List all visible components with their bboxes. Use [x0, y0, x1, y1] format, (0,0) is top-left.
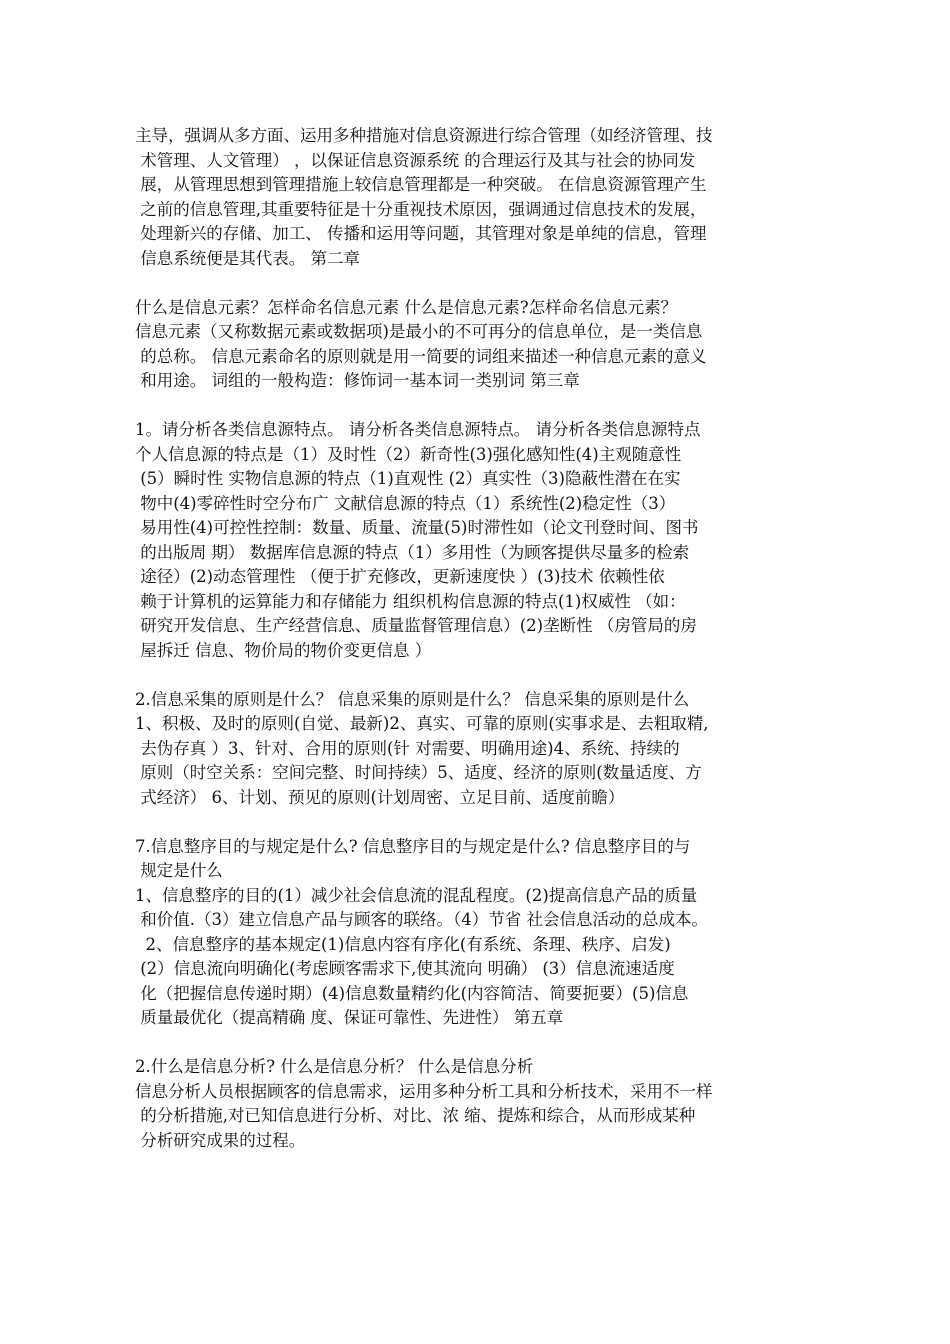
paragraph-block — [135, 835, 825, 1031]
question-heading: 1。请分析各类信息源特点。 请分析各类信息源特点。 请分析各类信息源特点 — [135, 420, 701, 439]
text-line: 赖于计算机的运算能力和存储能力 组织机构信息源的特点(1)权威性 （如： — [135, 591, 686, 611]
text-line: 信息系统便是其代表。 第二章 — [135, 248, 360, 268]
text-line: 原则（时空关系：空间完整、时间持续）5、适度、经济的原则(数量适度、方 — [135, 763, 702, 782]
text-line: 信息分析人员根据顾客的信息需求，运用多种分析工具和分析技术，采用不一样 — [135, 1081, 713, 1101]
text-line: (2）信息流向明确化(考虑顾客需求下,使其流向 明确） (3）信息流速适度 — [135, 959, 675, 978]
paragraph-block — [135, 1055, 825, 1153]
text-line: 2、信息整序的基本规定(1)信息内容有序化(有系统、条理、秩序、启发) — [135, 934, 671, 954]
question-heading: 2.什么是信息分析? 什么是信息分析？ 什么是信息分析 — [135, 1057, 534, 1076]
paragraph-gap — [135, 810, 825, 835]
text-line: 和用途。 词组的一般构造：修饰词一基本词一类别词 第三章 — [135, 371, 580, 390]
paragraph-block — [135, 296, 825, 394]
text-line: 的分析措施,对已知信息进行分析、对比、浓 缩、提炼和综合，从而形成某种 — [135, 1106, 696, 1125]
text-line: 术管理、人文管理） ，以保证信息资源系统 的合理运行及其与社会的协同发 — [135, 150, 696, 170]
text-line: 去伪存真 ）3、针对、合用的原则(针 对需要、明确用途)4、系统、持续的 — [135, 738, 680, 758]
paragraph-block — [135, 418, 825, 663]
text-line: 式经济） 6、计划、预见的原则(计划周密、立足目前、适度前瞻） — [135, 787, 625, 807]
text-line: 易用性(4)可控性控制：数量、质量、流量(5)时滞性如（论文刊登时间、图书 — [135, 518, 699, 537]
text-line: 物中(4)零碎性时空分布广 文献信息源的特点（1）系统性(2)稳定性（3） — [135, 493, 676, 513]
question-heading: 7.信息整序目的与规定是什么? 信息整序目的与规定是什么? 信息整序目的与 — [135, 836, 691, 856]
text-line: 处理新兴的存储、加工、 传播和运用等问题，其管理对象是单纯的信息，管理 — [135, 224, 707, 243]
text-line: 展，从管理思想到管理措施上较信息管理都是一种突破。 在信息资源管理产生 — [135, 175, 707, 194]
question-heading: 2.信息采集的原则是什么？ 信息采集的原则是什么？ 信息采集的原则是什么 — [135, 689, 690, 709]
text-line: 的总称。 信息元素命名的原则就是用一简要的词组来描述一种信息元素的意义 — [135, 346, 707, 366]
question-heading: 规定是什么 — [135, 861, 223, 880]
text-line: 和价值.（3）建立信息产品与顾客的联络。（4）节省 社会信息活动的总成本。 — [135, 910, 708, 929]
text-line: 1、积极、及时的原则(自觉、最新)2、真实、可靠的原则(实事求是、去粗取精, — [135, 714, 709, 733]
text-line: 个人信息源的特点是（1）及时性（2）新奇性(3)强化感知性(4)主观随意性 — [135, 444, 682, 464]
paragraph-gap — [135, 394, 825, 419]
text-line: 化（把握信息传递时期）(4)信息数量精约化(内容简洁、简要扼要）(5)信息 — [135, 983, 689, 1003]
text-line: 的出版周 期） 数据库信息源的特点（1）多用性（为顾客提供尽量多的检索 — [135, 542, 690, 562]
document-body — [135, 124, 825, 1153]
text-line: 质量最优化（提高精确 度、保证可靠性、先进性） 第五章 — [135, 1008, 564, 1027]
text-line: 信息元素（又称数据元素或数据项)是最小的不可再分的信息单位，是一类信息 — [135, 322, 703, 341]
paragraph-block — [135, 124, 825, 271]
text-line: 之前的信息管理,其重要特征是十分重视技术原因，强调通过信息技术的发展， — [135, 199, 707, 219]
text-line: 分析研究成果的过程。 — [135, 1130, 306, 1150]
text-line: 1、信息整序的目的(1）减少社会信息流的混乱程度。(2)提高信息产品的质量 — [135, 885, 698, 905]
paragraph-gap — [135, 271, 825, 296]
text-line: 途径）(2)动态管理性 （便于扩充修改，更新速度快 ）(3)技术 依赖性依 — [135, 567, 665, 586]
paragraph-gap — [135, 663, 825, 688]
paragraph-block — [135, 688, 825, 811]
text-line: (5）瞬时性 实物信息源的特点（1)直观性 (2）真实性（3)隐蔽性潜在在实 — [135, 469, 681, 488]
text-line: 屋拆迁 信息、物价局的物价变更信息 ） — [135, 640, 432, 660]
question-heading: 什么是信息元素？怎样命名信息元素 什么是信息元素?怎样命名信息元素？ — [135, 297, 678, 317]
text-line: 研究开发信息、生产经营信息、质量监督管理信息）(2)垄断性 （房管局的房 — [135, 616, 697, 635]
text-line: 主导，强调从多方面、运用多种措施对信息资源进行综合管理（如经济管理、技 — [135, 126, 713, 145]
paragraph-gap — [135, 1031, 825, 1056]
